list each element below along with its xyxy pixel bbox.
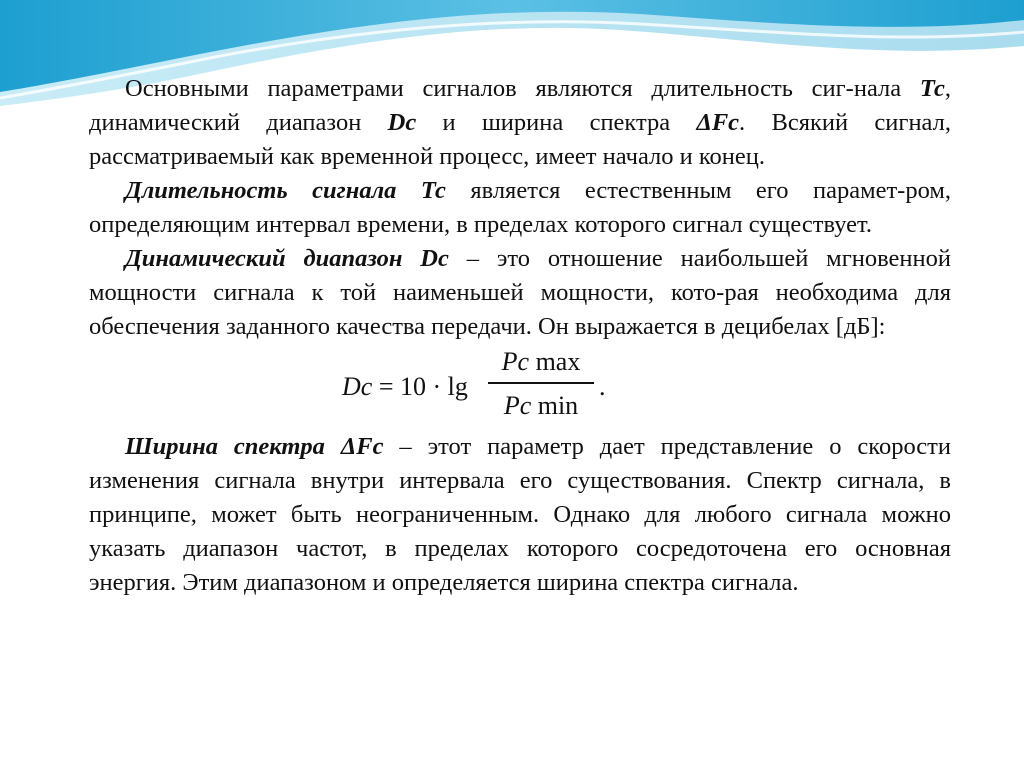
symbol-dc: Dc xyxy=(387,109,417,136)
formula-lhs: Dc = 10 · lg xyxy=(342,372,468,401)
formula-numerator: Pc max xyxy=(501,347,581,376)
symbol-fc: ΔFс xyxy=(696,109,740,136)
symbol-tc: Тс xyxy=(919,75,945,102)
paragraph-dynamic-range: Динамический диапазон Dc – это отношение наибольшей мгновенной мощности сигнала к той наименьшей мощности, кото-рая необходима для обеспечения заданного качества передачи. Он выражается в децибелах [дБ]: xyxy=(89,245,951,340)
term-dynamic-range: Динамический диапазон Dc xyxy=(125,245,449,272)
formula-dynamic-range xyxy=(89,344,951,430)
body-text xyxy=(89,72,951,600)
fraction-bar xyxy=(488,382,594,384)
formula-fraction xyxy=(488,344,594,424)
formula-period: . xyxy=(599,372,606,401)
paragraph-duration: Длительность сигнала Тс является естественным его парамет-ром, определяющим интервал времени, в пределах которого сигнал существует. xyxy=(89,177,951,238)
paragraph-spectrum-width: Ширина спектра ΔFc – этот параметр дает представление о скорости изменения сигнала внутри интервала его существования. Спектр сигнала, в принципе, может быть неограниченным. Однако для любого сигнала можно указать диапазон частот, в пределах которого сосредоточена его основная энергия. Этим диапазоном и определяется ширина спектра сигнала. xyxy=(89,433,951,596)
term-spectrum-width: Ширина спектра ΔFc xyxy=(125,433,384,460)
term-duration: Длительность сигнала Тс xyxy=(125,177,446,204)
formula-denominator: Pc min xyxy=(503,391,579,420)
paragraph-intro: Основными параметрами сигналов являются длительность сиг-нала Тс, динамический диапазон Dc и ширина спектра ΔFс. Всякий сигнал, рассматриваемый как временной процесс, имеет начало и конец. xyxy=(89,75,951,170)
